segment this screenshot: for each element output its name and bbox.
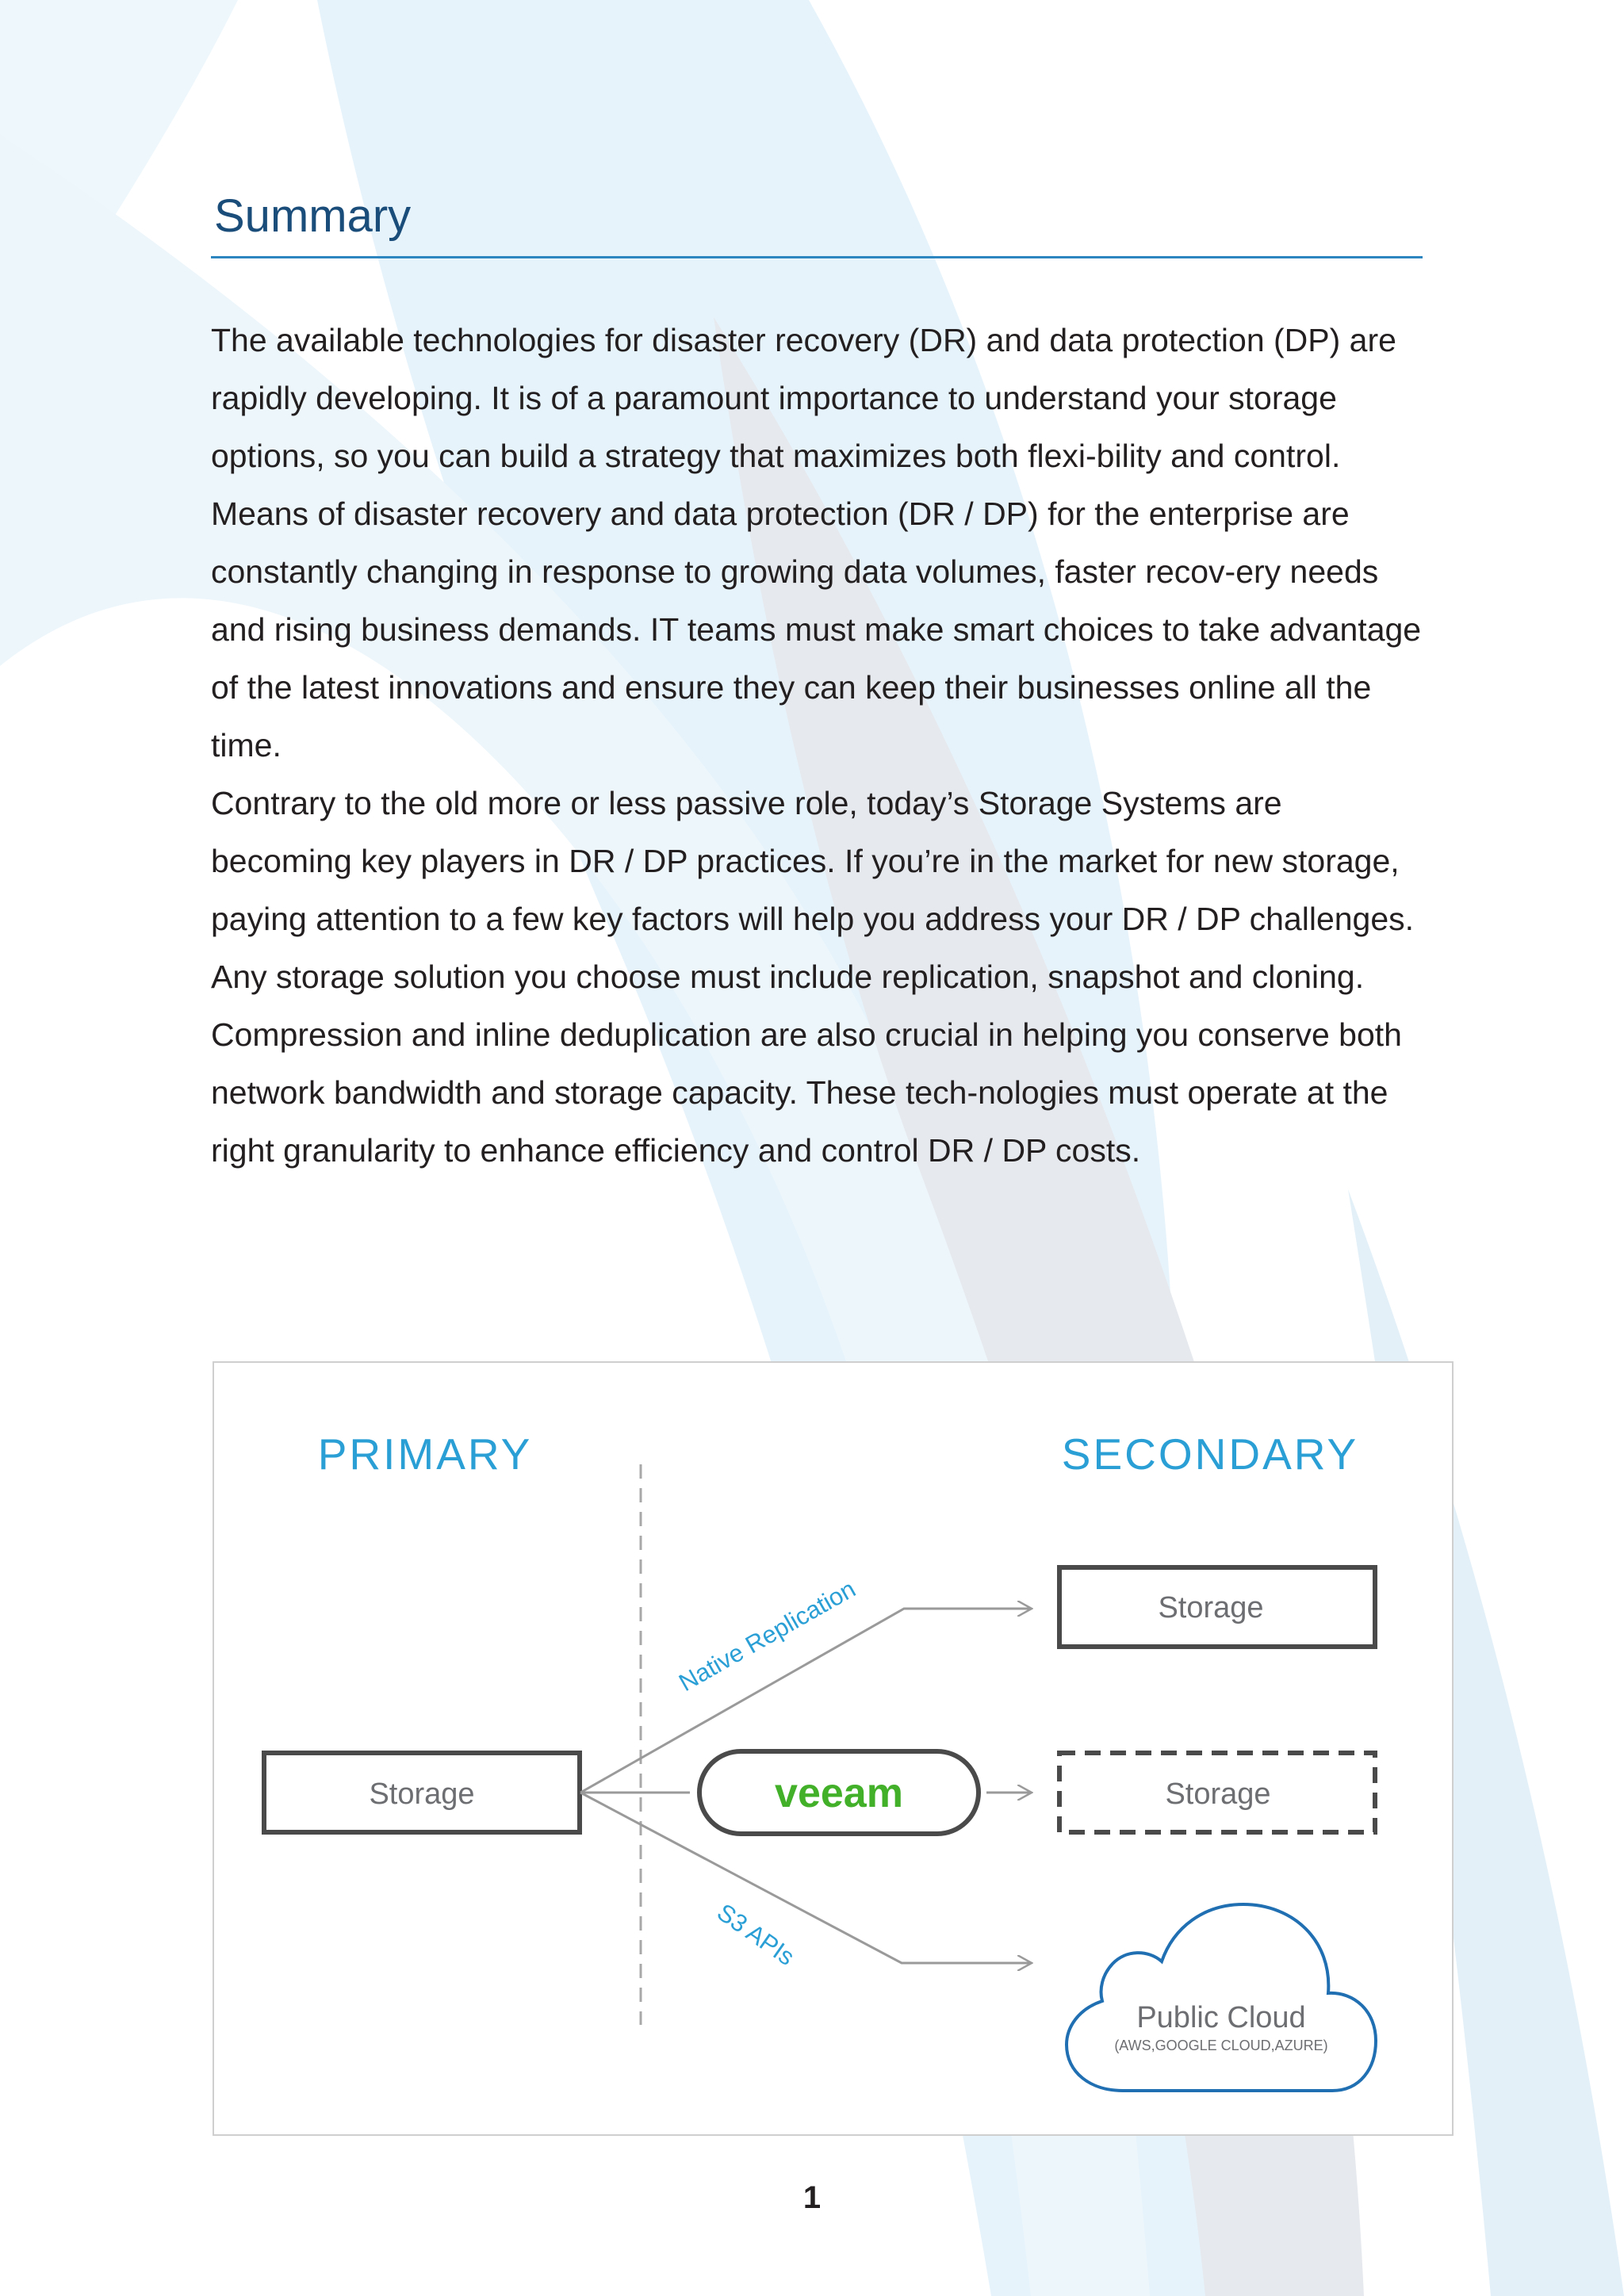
primary-label: PRIMARY bbox=[317, 1429, 533, 1479]
dr-diagram-svg bbox=[214, 1363, 1455, 2137]
paragraph-3: Contrary to the old more or less passive role, today’s Storage Systems are becoming key players in DR / DP practices. If you’re in the market for new storage, paying attention to a few key factors will help you address your DR / DP challenges. bbox=[211, 785, 1415, 937]
paragraph-2: Means of disaster recovery and data protection (DR / DP) for the enterprise are constantly changing in response to growing data volumes, faster recov-ery needs and rising business demands. IT teams must make smart choices to take advantage of the latest innovations and ensure they can keep their businesses online all the time. bbox=[211, 496, 1422, 763]
cloud-icon bbox=[1067, 1904, 1376, 2091]
dr-diagram bbox=[213, 1361, 1454, 2136]
secondary-storage-label: Storage bbox=[1158, 1591, 1264, 1624]
title-underline bbox=[211, 256, 1423, 258]
secondary-storage-dashed-label: Storage bbox=[1165, 1777, 1271, 1811]
page-title: Summary bbox=[214, 190, 412, 242]
veeam-logo: veeam bbox=[775, 1770, 903, 1816]
s3-api-label: S3 APIs bbox=[711, 1898, 800, 1971]
paragraph-4: Any storage solution you choose must include replication, snapshot and cloning. Compression and inline deduplication are also crucial in helping you conserve both network bandwidth and storage capacity. These tech-nologies must operate at the right granularity to enhance efficiency and control DR / DP costs. bbox=[211, 959, 1402, 1169]
secondary-label: SECONDARY bbox=[1061, 1429, 1359, 1479]
paragraph-1: The available technologies for disaster recovery (DR) and data protection (DP) are rapidly developing. It is of a paramount importance to understand your storage options, so you can build a strategy that maximizes both flexi-bility and control. bbox=[211, 322, 1396, 474]
body-text bbox=[211, 312, 1424, 1180]
page-number: 1 bbox=[802, 2180, 822, 2215]
native-replication-label: Native Replication bbox=[674, 1575, 860, 1697]
primary-storage-label: Storage bbox=[369, 1777, 475, 1811]
cloud-label: Public Cloud bbox=[1136, 2001, 1306, 2034]
cloud-sublabel: (AWS,GOOGLE CLOUD,AZURE) bbox=[1114, 2038, 1328, 2053]
